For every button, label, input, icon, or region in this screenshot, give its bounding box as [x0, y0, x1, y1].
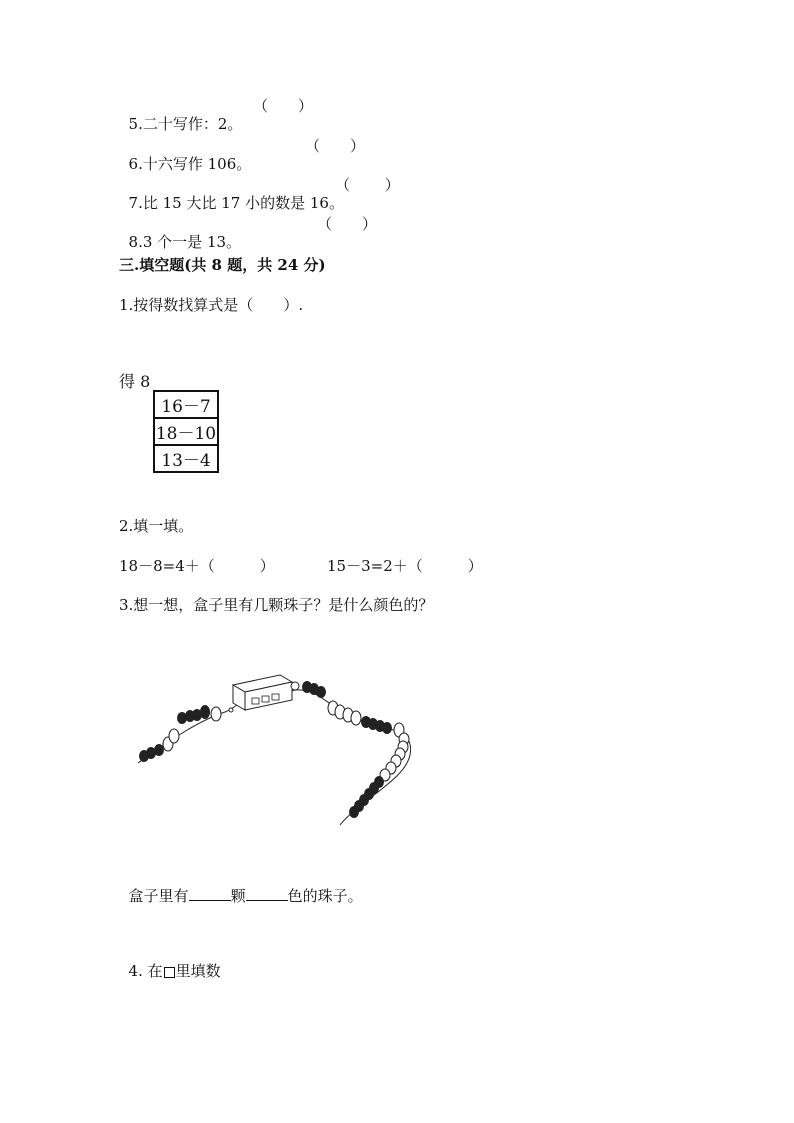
question-4 — [119, 944, 221, 980]
expression-options — [153, 390, 219, 473]
square-icon — [164, 967, 175, 978]
judge-item-7 — [119, 176, 344, 212]
answer-mid: 颗 — [230, 887, 246, 905]
judge-item-8 — [119, 215, 241, 251]
box-icon — [233, 675, 292, 710]
expression-option[interactable]: 16－7 — [154, 391, 218, 418]
count-blank[interactable] — [189, 886, 231, 901]
answer-paren[interactable]: （ ） — [305, 137, 366, 155]
judge-statement: 7.比 15 大比 17 小的数是 16。 — [128, 194, 344, 212]
question-2: 2.填一填。 — [119, 517, 194, 535]
bead-answer-line — [119, 868, 363, 905]
judge-item-5 — [119, 97, 242, 133]
equation-2[interactable]: 15－3=2＋（ ） — [327, 557, 483, 575]
expression-option[interactable]: 18－10 — [154, 418, 218, 445]
q4-prefix: 4. 在 — [128, 962, 163, 980]
question-1: 1.按得数找算式是（ ）. — [119, 296, 304, 314]
q4-suffix: 里填数 — [175, 962, 221, 980]
equation-1[interactable]: 18－8=4＋（ ） — [119, 557, 275, 575]
expression-option[interactable]: 13－4 — [154, 445, 218, 472]
result-label: 得 8 — [119, 372, 151, 391]
judge-statement: 6.十六写作 106。 — [128, 155, 252, 173]
judge-statement: 5.二十写作：2。 — [128, 115, 243, 133]
bead-string-illustration — [130, 660, 430, 830]
color-blank[interactable] — [246, 886, 288, 901]
answer-paren[interactable]: （ ） — [335, 176, 400, 194]
question-3: 3.想一想，盒子里有几颗珠子？是什么颜色的？ — [119, 596, 434, 614]
section-title: 三.填空题(共 8 题，共 24 分) — [119, 256, 326, 274]
answer-paren[interactable]: （ ） — [253, 97, 314, 115]
judge-statement: 8.3 个一是 13。 — [128, 233, 242, 251]
answer-suffix: 色的珠子。 — [287, 887, 363, 905]
judge-item-6 — [119, 137, 251, 173]
answer-prefix: 盒子里有 — [128, 887, 189, 905]
answer-paren[interactable]: （ ） — [317, 215, 378, 233]
